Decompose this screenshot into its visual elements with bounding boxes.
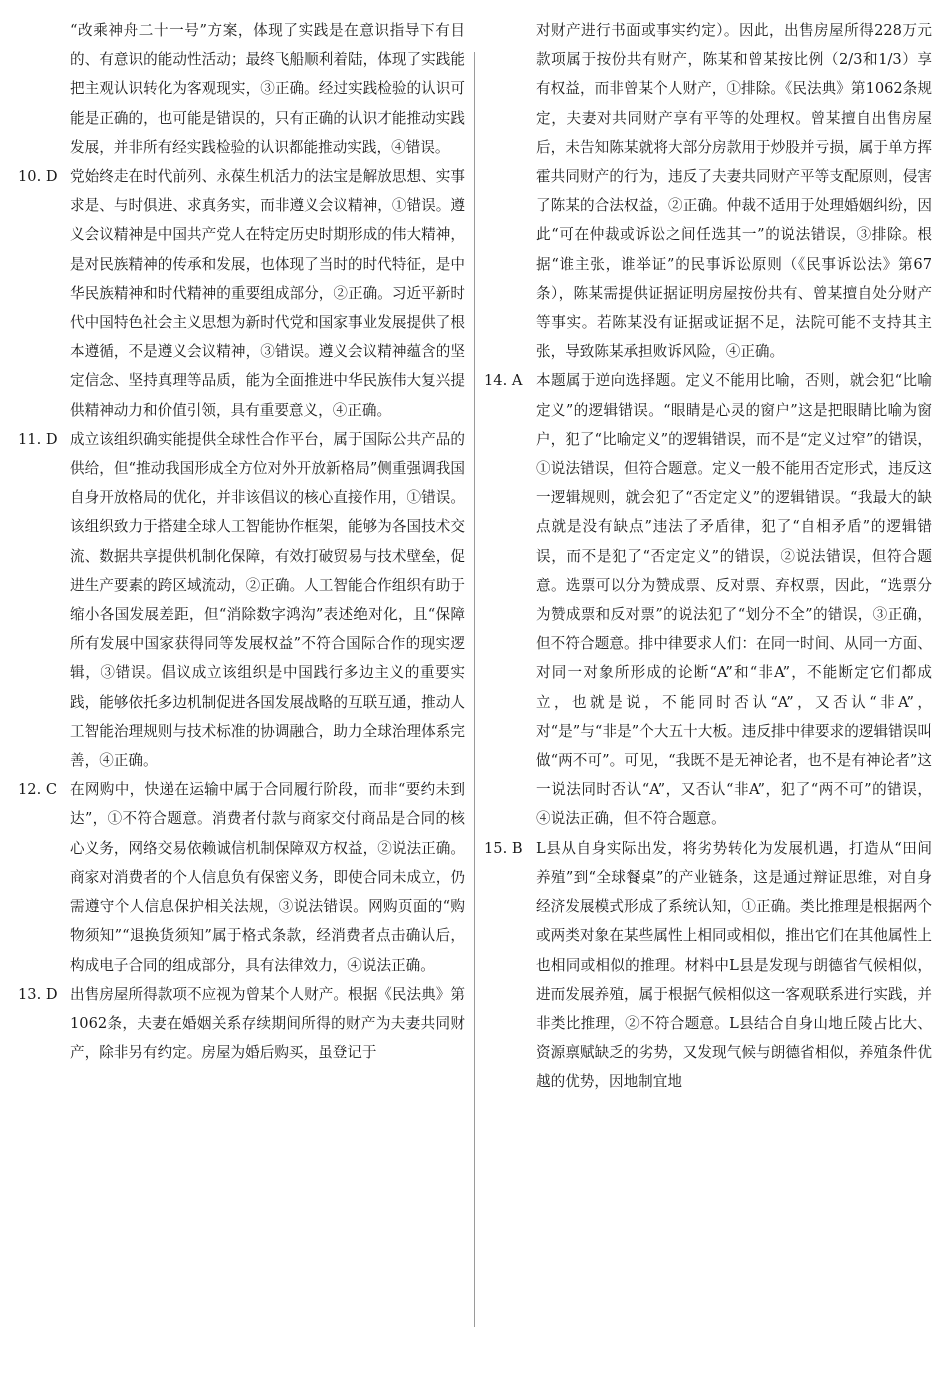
answer-item-13 — [18, 980, 465, 1068]
answer-item-15 — [484, 834, 932, 1097]
question-number: 10. D — [18, 168, 58, 186]
explanation-text: 本题属于逆向选择题。定义不能用比喻，否则，就会犯“比喻定义”的逻辑错误。“眼睛是心灵的窗户”这是把眼睛比喻为窗户，犯了“比喻定义”的逻辑错误，而不是“定义过窄”的错误，①说法错误，但符合题意。定义一般不能用否定形式，违反这一逻辑规则，就会犯了“否定定义”的逻辑错误。“我最大的缺点就是没有缺点”违法了矛盾律，犯了“自相矛盾”的逻辑错误，而不是犯了“否定定义”的错误，②说法错误，但符合题意。选票可以分为赞成票、反对票、弃权票，因此，“选票分为赞成票和反对票”的说法犯了“划分不全”的错误，③正确，但不符合题意。排中律要求人们：在同一时间、从同一方面、对同一对象所形成的论断“A”和“非A”，不能断定它们都成立，也就是说，不能同时否认“A”，又否认“非A”，对“是”与“非是”个大五十大板。违反排中律要求的逻辑错误叫做“两不可”。可见，“我既不是无神论者，也不是有神论者”这一说法同时否认“A”，又否认“非A”，犯了“两不可”的错误，④说法正确，但不符合题意。 — [536, 372, 932, 828]
answer-item-12 — [18, 775, 465, 979]
answer-item-10 — [18, 162, 465, 425]
left-column — [18, 16, 465, 1067]
explanation-text: 党始终走在时代前列、永葆生机活力的法宝是解放思想、实事求是、与时俱进、求真务实，而非遵义会议精神，①错误。遵义会议精神是中国共产党人在特定历史时期形成的伟大精神，是对民族精神的传承和发展，也体现了当时的时代特征，是中华民族精神和时代精神的重要组成部分，②正确。习近平新时代中国特色社会主义思想为新时代党和国家事业发展提供了根本遵循，不是遵义会议精神，③错误。遵义会议精神蕴含的坚定信念、坚持真理等品质，能为全面推进中华民族伟大复兴提供精神动力和价值引领，具有重要意义，④正确。 — [70, 168, 465, 419]
right-column — [484, 16, 932, 1097]
continued-paragraph: “改乘神舟二十一号”方案，体现了实践是在意识指导下有目的、有意识的能动性活动；最终飞船顺利着陆，体现了实践能把主观认识转化为客观现实，③正确。经过实践检验的认识可能是正确的，也可能是错误的，只有正确的认识才能推动实践发展，并非所有经实践检验的认识都能推动实践，④错误。 — [70, 22, 465, 156]
explanation-text: L县从自身实际出发，将劣势转化为发展机遇，打造从“田间养殖”到“全球餐桌”的产业链条，这是通过辩证思维，对自身经济发展模式形成了系统认知，①正确。类比推理是根据两个或两类对象在某些属性上相同或相似，推出它们在其他属性上也相同或相似的推理。材料中L县是发现与朗德省气候相似，进而发展养殖，属于根据气候相似这一客观联系进行实践，并非类比推理，②不符合题意。L县结合自身山地丘陵占比大、资源禀赋缺乏的劣势，又发现气候与朗德省相似，养殖条件优越的优势，因地制宜地 — [536, 839, 932, 1091]
answer-item-11 — [18, 425, 465, 775]
question-number: 12. C — [18, 781, 58, 799]
question-number: 13. D — [18, 985, 58, 1003]
explanation-text: 成立该组织确实能提供全球性合作平台，属于国际公共产品的供给，但“推动我国形成全方位对外开放新格局”侧重强调我国自身开放格局的优化，并非该倡议的核心直接作用，①错误。该组织致力于搭建全球人工智能协作框架，能够为各国技术交流、数据共享提供机制化保障，有效打破贸易与技术壁垒，促进生产要素的跨区域流动，②正确。人工智能合作组织有助于缩小各国发展差距，但“消除数字鸿沟”表述绝对化，且“保障所有发展中国家获得同等发展权益”不符合国际合作的现实逻辑，③错误。倡议成立该组织是中国践行多边主义的重要实践，能够依托多边机制促进各国发展战略的互联互通，推动人工智能治理规则与技术标准的协调融合，助力全球治理体系完善，④正确。 — [70, 430, 465, 770]
question-number: 15. B — [484, 839, 523, 857]
continued-paragraph: 对财产进行书面或事实约定）。因此，出售房屋所得228万元款项属于按份共有财产，陈某和曾某按比例（2/3和1/3）享有权益，而非曾某个人财产，①排除。《民法典》第1062条规定，夫妻对共同财产享有平等的处理权。曾某擅自出售房屋后，未告知陈某就将大部分房款用于炒股并亏损，属于单方挥霍共同财产的行为，违反了夫妻共同财产平等支配原则，侵害了陈某的合法权益，②正确。仲裁不适用于处理婚姻纠纷，因此“可在仲裁或诉讼之间任选其一”的说法错误，③排除。根据“谁主张，谁举证”的民事诉讼原则（《民事诉讼法》第67条），陈某需提供证据证明房屋按份共有、曾某擅自处分财产等事实。若陈某没有证据或证据不足，法院可能不支持其主张，导致陈某承担败诉风险，④正确。 — [536, 22, 932, 361]
column-divider — [474, 52, 475, 1327]
question-number: 11. D — [18, 430, 58, 448]
answer-item-14 — [484, 366, 932, 833]
explanation-text: 在网购中，快递在运输中属于合同履行阶段，而非“要约未到达”，①不符合题意。消费者付款与商家交付商品是合同的核心义务，网络交易依赖诚信机制保障双方权益，②说法正确。商家对消费者的个人信息负有保密义务，即使合同未成立，仍需遵守个人信息保护相关法规，③说法错误。网购页面的“购物须知”“退换货须知”属于格式条款，经消费者点击确认后，构成电子合同的组成部分，具有法律效力，④说法正确。 — [70, 781, 465, 974]
explanation-text: 出售房屋所得款项不应视为曾某个人财产。根据《民法典》第1062条，夫妻在婚姻关系存续期间所得的财产为夫妻共同财产，除非另有约定。房屋为婚后购买，虽登记于 — [70, 985, 465, 1062]
question-number: 14. A — [484, 372, 523, 390]
